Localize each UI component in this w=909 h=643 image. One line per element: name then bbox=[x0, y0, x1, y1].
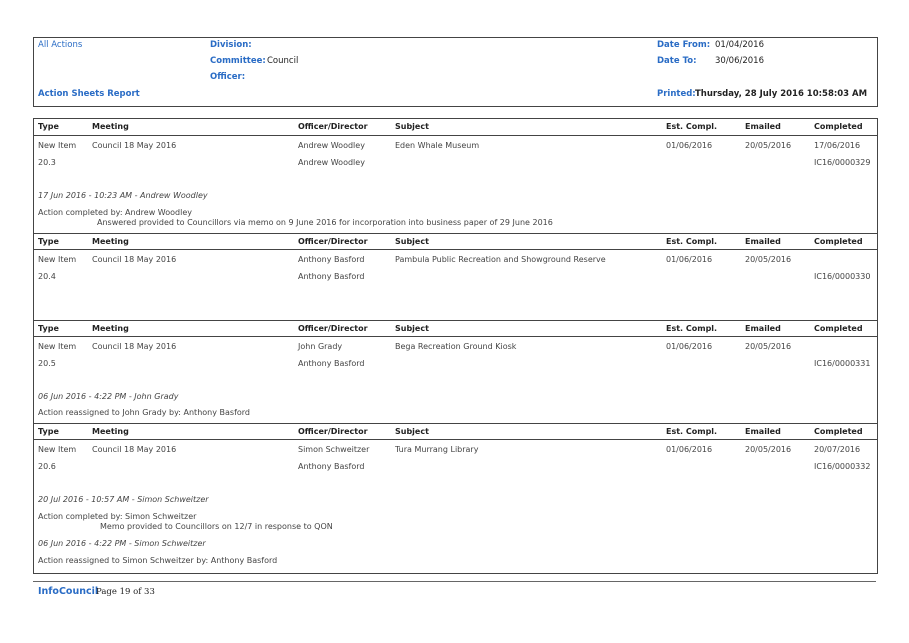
col-est-compl: Est. Compl. bbox=[666, 427, 718, 436]
item-meeting: Council 18 May 2016 bbox=[92, 342, 177, 351]
item-type: New Item bbox=[38, 141, 77, 150]
col-subject: Subject bbox=[395, 122, 429, 131]
action-item bbox=[34, 423, 877, 573]
item-ref: IC16/0000329 bbox=[814, 158, 871, 167]
note-timestamp: 06 Jun 2016 - 4:22 PM - John Grady bbox=[38, 392, 179, 401]
note-detail: Memo provided to Councillors on 12/7 in response to QON bbox=[100, 522, 333, 531]
col-officer: Officer/Director bbox=[298, 324, 368, 333]
table-header-row bbox=[34, 320, 877, 337]
col-emailed: Emailed bbox=[745, 122, 781, 131]
item-type: New Item bbox=[38, 342, 77, 351]
action-item bbox=[34, 233, 877, 320]
col-officer: Officer/Director bbox=[298, 237, 368, 246]
col-subject: Subject bbox=[395, 427, 429, 436]
note-text: Action completed by: Simon Schweitzer bbox=[38, 512, 197, 521]
item-emailed: 20/05/2016 bbox=[745, 255, 792, 264]
col-meeting: Meeting bbox=[92, 427, 129, 436]
action-item bbox=[34, 320, 877, 423]
report-title: Action Sheets Report bbox=[38, 89, 140, 99]
item-emailed: 20/05/2016 bbox=[745, 445, 792, 454]
col-emailed: Emailed bbox=[745, 427, 781, 436]
col-emailed: Emailed bbox=[745, 237, 781, 246]
col-type: Type bbox=[38, 427, 59, 436]
col-meeting: Meeting bbox=[92, 324, 129, 333]
col-subject: Subject bbox=[395, 237, 429, 246]
item-officer-secondary: Anthony Basford bbox=[298, 359, 365, 368]
actions-table bbox=[33, 118, 878, 574]
col-completed: Completed bbox=[814, 324, 863, 333]
item-est-compl: 01/06/2016 bbox=[666, 445, 713, 454]
col-completed: Completed bbox=[814, 122, 863, 131]
col-meeting: Meeting bbox=[92, 237, 129, 246]
col-officer: Officer/Director bbox=[298, 122, 368, 131]
col-emailed: Emailed bbox=[745, 324, 781, 333]
item-completed: 17/06/2016 bbox=[814, 141, 861, 150]
item-subject: Bega Recreation Ground Kiosk bbox=[395, 342, 517, 351]
table-header-row bbox=[34, 423, 877, 440]
item-est-compl: 01/06/2016 bbox=[666, 255, 713, 264]
item-emailed: 20/05/2016 bbox=[745, 342, 792, 351]
item-ref: IC16/0000330 bbox=[814, 272, 871, 281]
item-completed: 20/07/2016 bbox=[814, 445, 861, 454]
note-detail: Answered provided to Councillors via memo on 9 June 2016 for incorporation into business paper of 29 June 2016 bbox=[97, 218, 553, 227]
item-est-compl: 01/06/2016 bbox=[666, 141, 713, 150]
date-from-label: Date From: bbox=[657, 40, 711, 50]
committee-value: Council bbox=[267, 56, 299, 66]
item-meeting: Council 18 May 2016 bbox=[92, 255, 177, 264]
division-label: Division: bbox=[210, 40, 252, 50]
col-completed: Completed bbox=[814, 427, 863, 436]
report-header bbox=[33, 37, 878, 107]
item-officer-secondary: Andrew Woodley bbox=[298, 158, 365, 167]
col-est-compl: Est. Compl. bbox=[666, 122, 718, 131]
committee-label: Committee: bbox=[210, 56, 266, 66]
footer-divider bbox=[33, 581, 876, 582]
item-est-compl: 01/06/2016 bbox=[666, 342, 713, 351]
col-subject: Subject bbox=[395, 324, 429, 333]
col-type: Type bbox=[38, 237, 59, 246]
item-officer: Anthony Basford bbox=[298, 255, 365, 264]
item-type: New Item bbox=[38, 445, 77, 454]
note-text: Action reassigned to Simon Schweitzer by: Anthony Basford bbox=[38, 556, 278, 565]
item-number: 20.4 bbox=[38, 272, 56, 281]
col-type: Type bbox=[38, 324, 59, 333]
officer-label: Officer: bbox=[210, 72, 246, 82]
item-emailed: 20/05/2016 bbox=[745, 141, 792, 150]
page-number: Page 19 of 33 bbox=[96, 587, 155, 597]
item-number: 20.3 bbox=[38, 158, 56, 167]
footer-brand: InfoCouncil bbox=[38, 586, 99, 597]
item-meeting: Council 18 May 2016 bbox=[92, 445, 177, 454]
col-est-compl: Est. Compl. bbox=[666, 324, 718, 333]
action-item bbox=[34, 119, 877, 233]
item-subject: Tura Murrang Library bbox=[395, 445, 479, 454]
table-header-row bbox=[34, 233, 877, 250]
table-header-row bbox=[34, 119, 877, 136]
item-officer-secondary: Anthony Basford bbox=[298, 272, 365, 281]
date-to-label: Date To: bbox=[657, 56, 697, 66]
item-subject: Eden Whale Museum bbox=[395, 141, 480, 150]
col-completed: Completed bbox=[814, 237, 863, 246]
item-officer: John Grady bbox=[298, 342, 343, 351]
printed-value: Thursday, 28 July 2016 10:58:03 AM bbox=[695, 89, 868, 99]
item-ref: IC16/0000331 bbox=[814, 359, 871, 368]
note-timestamp: 06 Jun 2016 - 4:22 PM - Simon Schweitzer bbox=[38, 539, 206, 548]
date-from-value: 01/04/2016 bbox=[715, 40, 764, 50]
note-text: Action completed by: Andrew Woodley bbox=[38, 208, 192, 217]
printed-label: Printed: bbox=[657, 89, 696, 99]
date-to-value: 30/06/2016 bbox=[715, 56, 764, 66]
col-est-compl: Est. Compl. bbox=[666, 237, 718, 246]
col-meeting: Meeting bbox=[92, 122, 129, 131]
col-officer: Officer/Director bbox=[298, 427, 368, 436]
note-timestamp: 17 Jun 2016 - 10:23 AM - Andrew Woodley bbox=[38, 191, 208, 200]
item-subject: Pambula Public Recreation and Showground Reserve bbox=[395, 255, 606, 264]
note-text: Action reassigned to John Grady by: Anthony Basford bbox=[38, 408, 250, 417]
item-ref: IC16/0000332 bbox=[814, 462, 871, 471]
note-timestamp: 20 Jul 2016 - 10:57 AM - Simon Schweitzer bbox=[38, 495, 209, 504]
item-meeting: Council 18 May 2016 bbox=[92, 141, 177, 150]
item-type: New Item bbox=[38, 255, 77, 264]
scope-label: All Actions bbox=[38, 40, 83, 50]
item-officer-secondary: Anthony Basford bbox=[298, 462, 365, 471]
item-officer: Simon Schweitzer bbox=[298, 445, 370, 454]
col-type: Type bbox=[38, 122, 59, 131]
item-officer: Andrew Woodley bbox=[298, 141, 365, 150]
item-number: 20.6 bbox=[38, 462, 56, 471]
item-number: 20.5 bbox=[38, 359, 56, 368]
